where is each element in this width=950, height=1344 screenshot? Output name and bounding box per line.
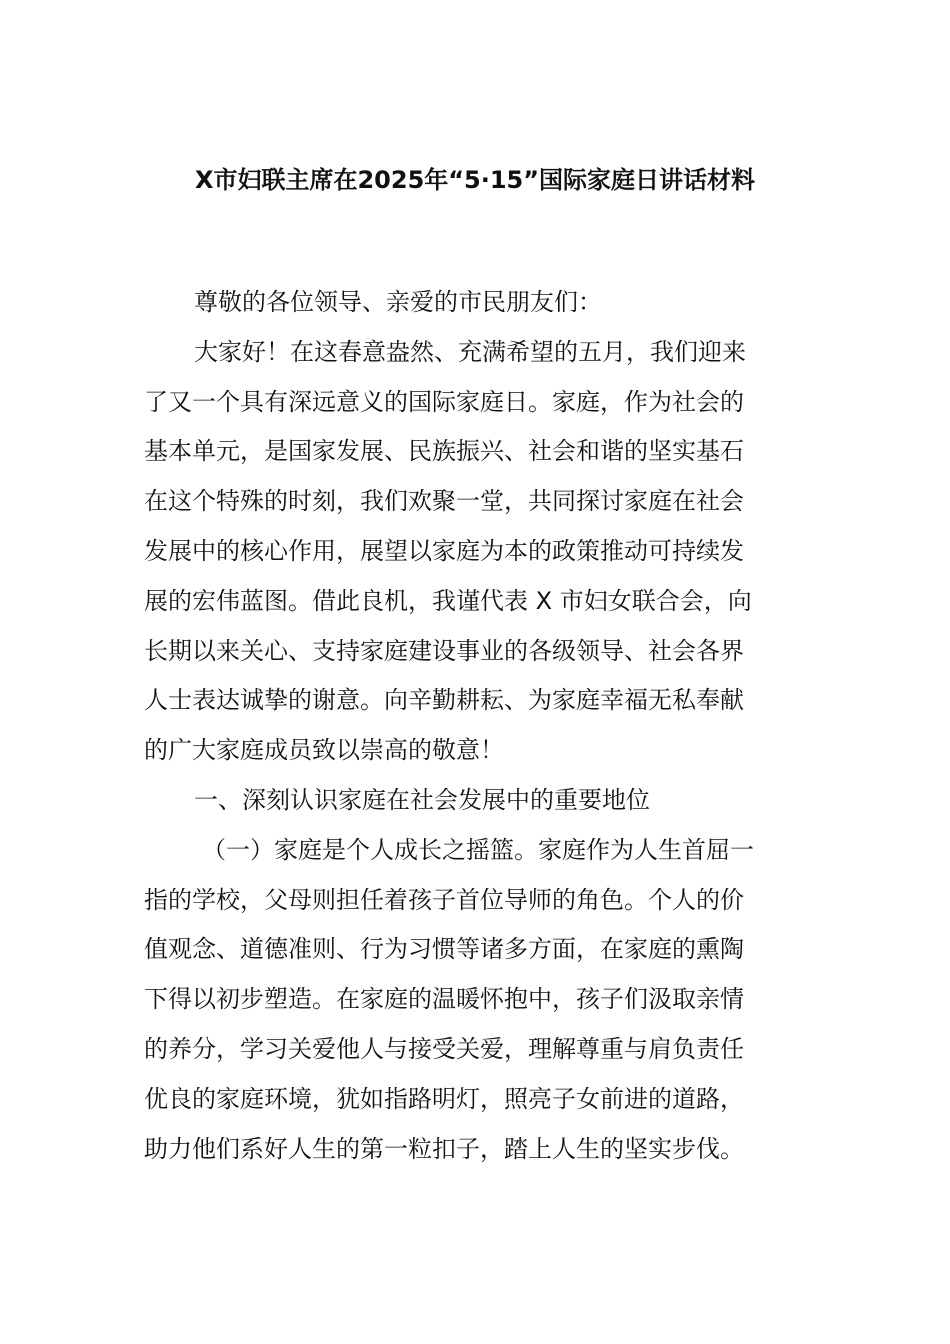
paragraph-line: 指的学校，父母则担任着孩子首位导师的角色。个人的价 xyxy=(144,885,744,914)
paragraph-line: 基本单元，是国家发展、民族振兴、社会和谐的坚实基石 xyxy=(144,437,744,466)
document-body xyxy=(144,278,806,1174)
paragraph-line: 的养分，学习关爱他人与接受关爱，理解尊重与肩负责任 xyxy=(144,1034,744,1063)
document-title: X市妇联主席在2025年“5·15”国际家庭日讲话材料 xyxy=(194,166,756,194)
section-heading: 一、深刻认识家庭在社会发展中的重要地位 xyxy=(194,785,650,814)
paragraph-line: 了又一个具有深远意义的国际家庭日。家庭，作为社会的 xyxy=(144,387,744,416)
paragraph-line: 发展中的核心作用，展望以家庭为本的政策推动可持续发 xyxy=(144,536,744,565)
paragraph-line: 助力他们系好人生的第一粒扣子，踏上人生的坚实步伐。 xyxy=(144,1134,744,1163)
paragraph-line: 展的宏伟蓝图。借此良机，我谨代表 X 市妇女联合会，向 xyxy=(144,586,752,615)
subsection-line: （一）家庭是个人成长之摇篮。家庭作为人生首屈一 xyxy=(202,835,754,864)
paragraph-line: 优良的家庭环境，犹如指路明灯，照亮子女前进的道路， xyxy=(144,1084,744,1113)
paragraph-line: 长期以来关心、支持家庭建设事业的各级领导、社会各界 xyxy=(144,636,744,665)
paragraph-line: 值观念、道德准则、行为习惯等诸多方面，在家庭的熏陶 xyxy=(144,935,744,964)
paragraph-line: 下得以初步塑造。在家庭的温暖怀抱中，孩子们汲取亲情 xyxy=(144,985,744,1014)
paragraph-line: 大家好！在这春意盎然、充满希望的五月，我们迎来 xyxy=(194,337,746,366)
salutation-line: 尊敬的各位领导、亲爱的市民朋友们： xyxy=(194,288,602,316)
paragraph-line: 的广大家庭成员致以崇高的敬意！ xyxy=(144,736,504,765)
paragraph-line: 人士表达诚挚的谢意。向辛勤耕耘、为家庭幸福无私奉献 xyxy=(144,686,744,715)
paragraph-line: 在这个特殊的时刻，我们欢聚一堂，共同探讨家庭在社会 xyxy=(144,487,744,516)
